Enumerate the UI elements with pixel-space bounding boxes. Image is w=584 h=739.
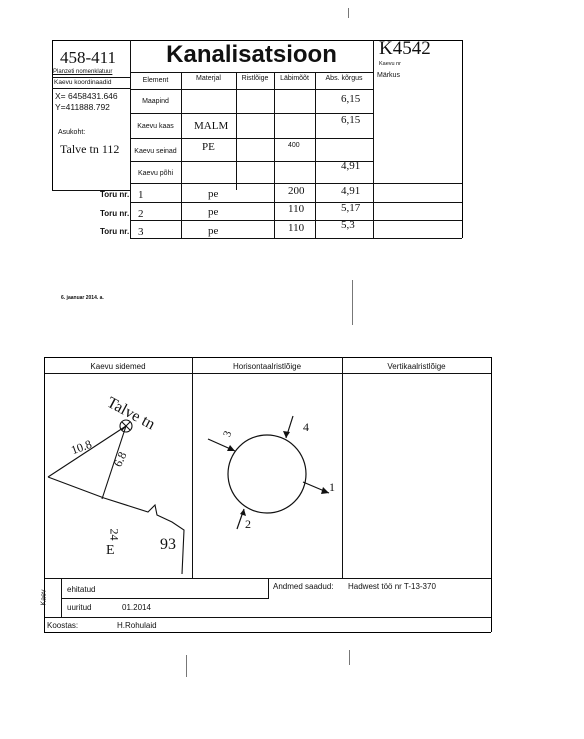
footer-kaev-label: Kaev <box>40 589 48 606</box>
footer-andmed-value: Hadwest töö nr T-13-370 <box>348 582 436 591</box>
row-element: Kaevu põhi <box>137 170 174 177</box>
pipe-diameter: 200 <box>288 185 305 197</box>
footer-koostas-value: H.Rohulaid <box>117 621 157 630</box>
pipe-material: pe <box>208 206 219 218</box>
pipe-mark-2: 2 <box>245 517 251 531</box>
pipe-mark-3: 3 <box>221 429 235 439</box>
pipe-diameter: 110 <box>288 222 305 234</box>
row-element: Kaevu seinad <box>134 148 177 155</box>
sketch-distance: 10.8 <box>69 436 94 458</box>
footer-koostas-label: Koostas: <box>47 621 79 630</box>
pipe-number: 2 <box>138 208 144 220</box>
header-material: Materjal <box>196 75 221 82</box>
scan-artifact <box>352 280 353 325</box>
header-cross-section: Ristlõige <box>241 75 269 82</box>
date-note: 6. jaanuar 2014. a. <box>61 295 104 301</box>
coordinate-y: Y=411888.792 <box>55 102 110 112</box>
row-height: 6,15 <box>341 93 361 105</box>
footer-uuritud-date: 01.2014 <box>122 603 151 612</box>
sketch-mark: E <box>106 543 115 558</box>
row-height: 4,91 <box>341 160 361 172</box>
panel-title-vertikaal: Vertikaalristlõige <box>387 362 446 371</box>
pipe-height: 4,91 <box>341 185 361 197</box>
pipe-number: 3 <box>138 226 144 238</box>
location-label: Asukoht: <box>58 129 86 136</box>
pipe-material: pe <box>208 188 219 200</box>
location-value: Talve tn 112 <box>60 142 120 156</box>
pipe-material: pe <box>208 225 219 237</box>
header-height: Abs. kõrgus <box>325 75 363 82</box>
coordinate-x: X= 6458431.646 <box>55 91 118 101</box>
panel-title-kaevu-sidemed: Kaevu sidemed <box>90 362 146 371</box>
pipe-height: 5,17 <box>341 202 361 214</box>
pipe-mark-4: 4 <box>303 420 309 434</box>
header-diameter: Läbimõõt <box>280 75 309 82</box>
manhole-number-label: Kaevu nr <box>379 61 402 67</box>
horizontal-cross-section <box>192 374 342 578</box>
manhole-number: K4542 <box>379 38 431 59</box>
pipe-number: 1 <box>138 189 144 201</box>
row-element: Kaevu kaas <box>137 123 174 130</box>
header-element: Element <box>142 77 169 84</box>
pipe-mark-1: 1 <box>329 480 335 494</box>
page-title: Kanalisatsioon <box>166 41 337 68</box>
sketch-distance: 6.8 <box>110 449 130 470</box>
row-element: Maapind <box>142 98 169 105</box>
pipe-label: Toru nr. <box>100 227 130 236</box>
row-diameter: 400 <box>288 142 300 149</box>
sketch-house-number: 93 <box>160 536 176 553</box>
planzeti-number: 458-411 <box>60 48 117 67</box>
scan-artifact <box>348 8 349 18</box>
panel-title-horisontaal: Horisontaalristlõige <box>232 362 302 371</box>
scan-artifact <box>349 650 350 665</box>
scan-artifact <box>186 655 187 677</box>
pipe-label: Toru nr. <box>100 190 130 199</box>
pipe-height: 5,3 <box>341 219 355 231</box>
footer-uuritud-label: uuritud <box>67 603 92 612</box>
sketch-house-alt: 24 <box>107 528 122 541</box>
pipe-diameter: 110 <box>288 203 305 215</box>
row-material: PE <box>202 141 215 153</box>
notes-header: Märkus <box>377 72 400 79</box>
footer-ehitatud-label: ehitatud <box>67 585 96 594</box>
coordinates-label: Kaevu koordinaadid <box>54 79 112 86</box>
pipe-label: Toru nr. <box>100 209 130 218</box>
row-height: 6,15 <box>341 114 361 126</box>
row-material: MALM <box>194 120 229 132</box>
footer-andmed-label: Andmed saadud: <box>273 582 334 591</box>
sketch-street-label: Talve tn <box>104 394 158 434</box>
planzeti-label: Planzeti nomenklatuur <box>53 69 113 75</box>
